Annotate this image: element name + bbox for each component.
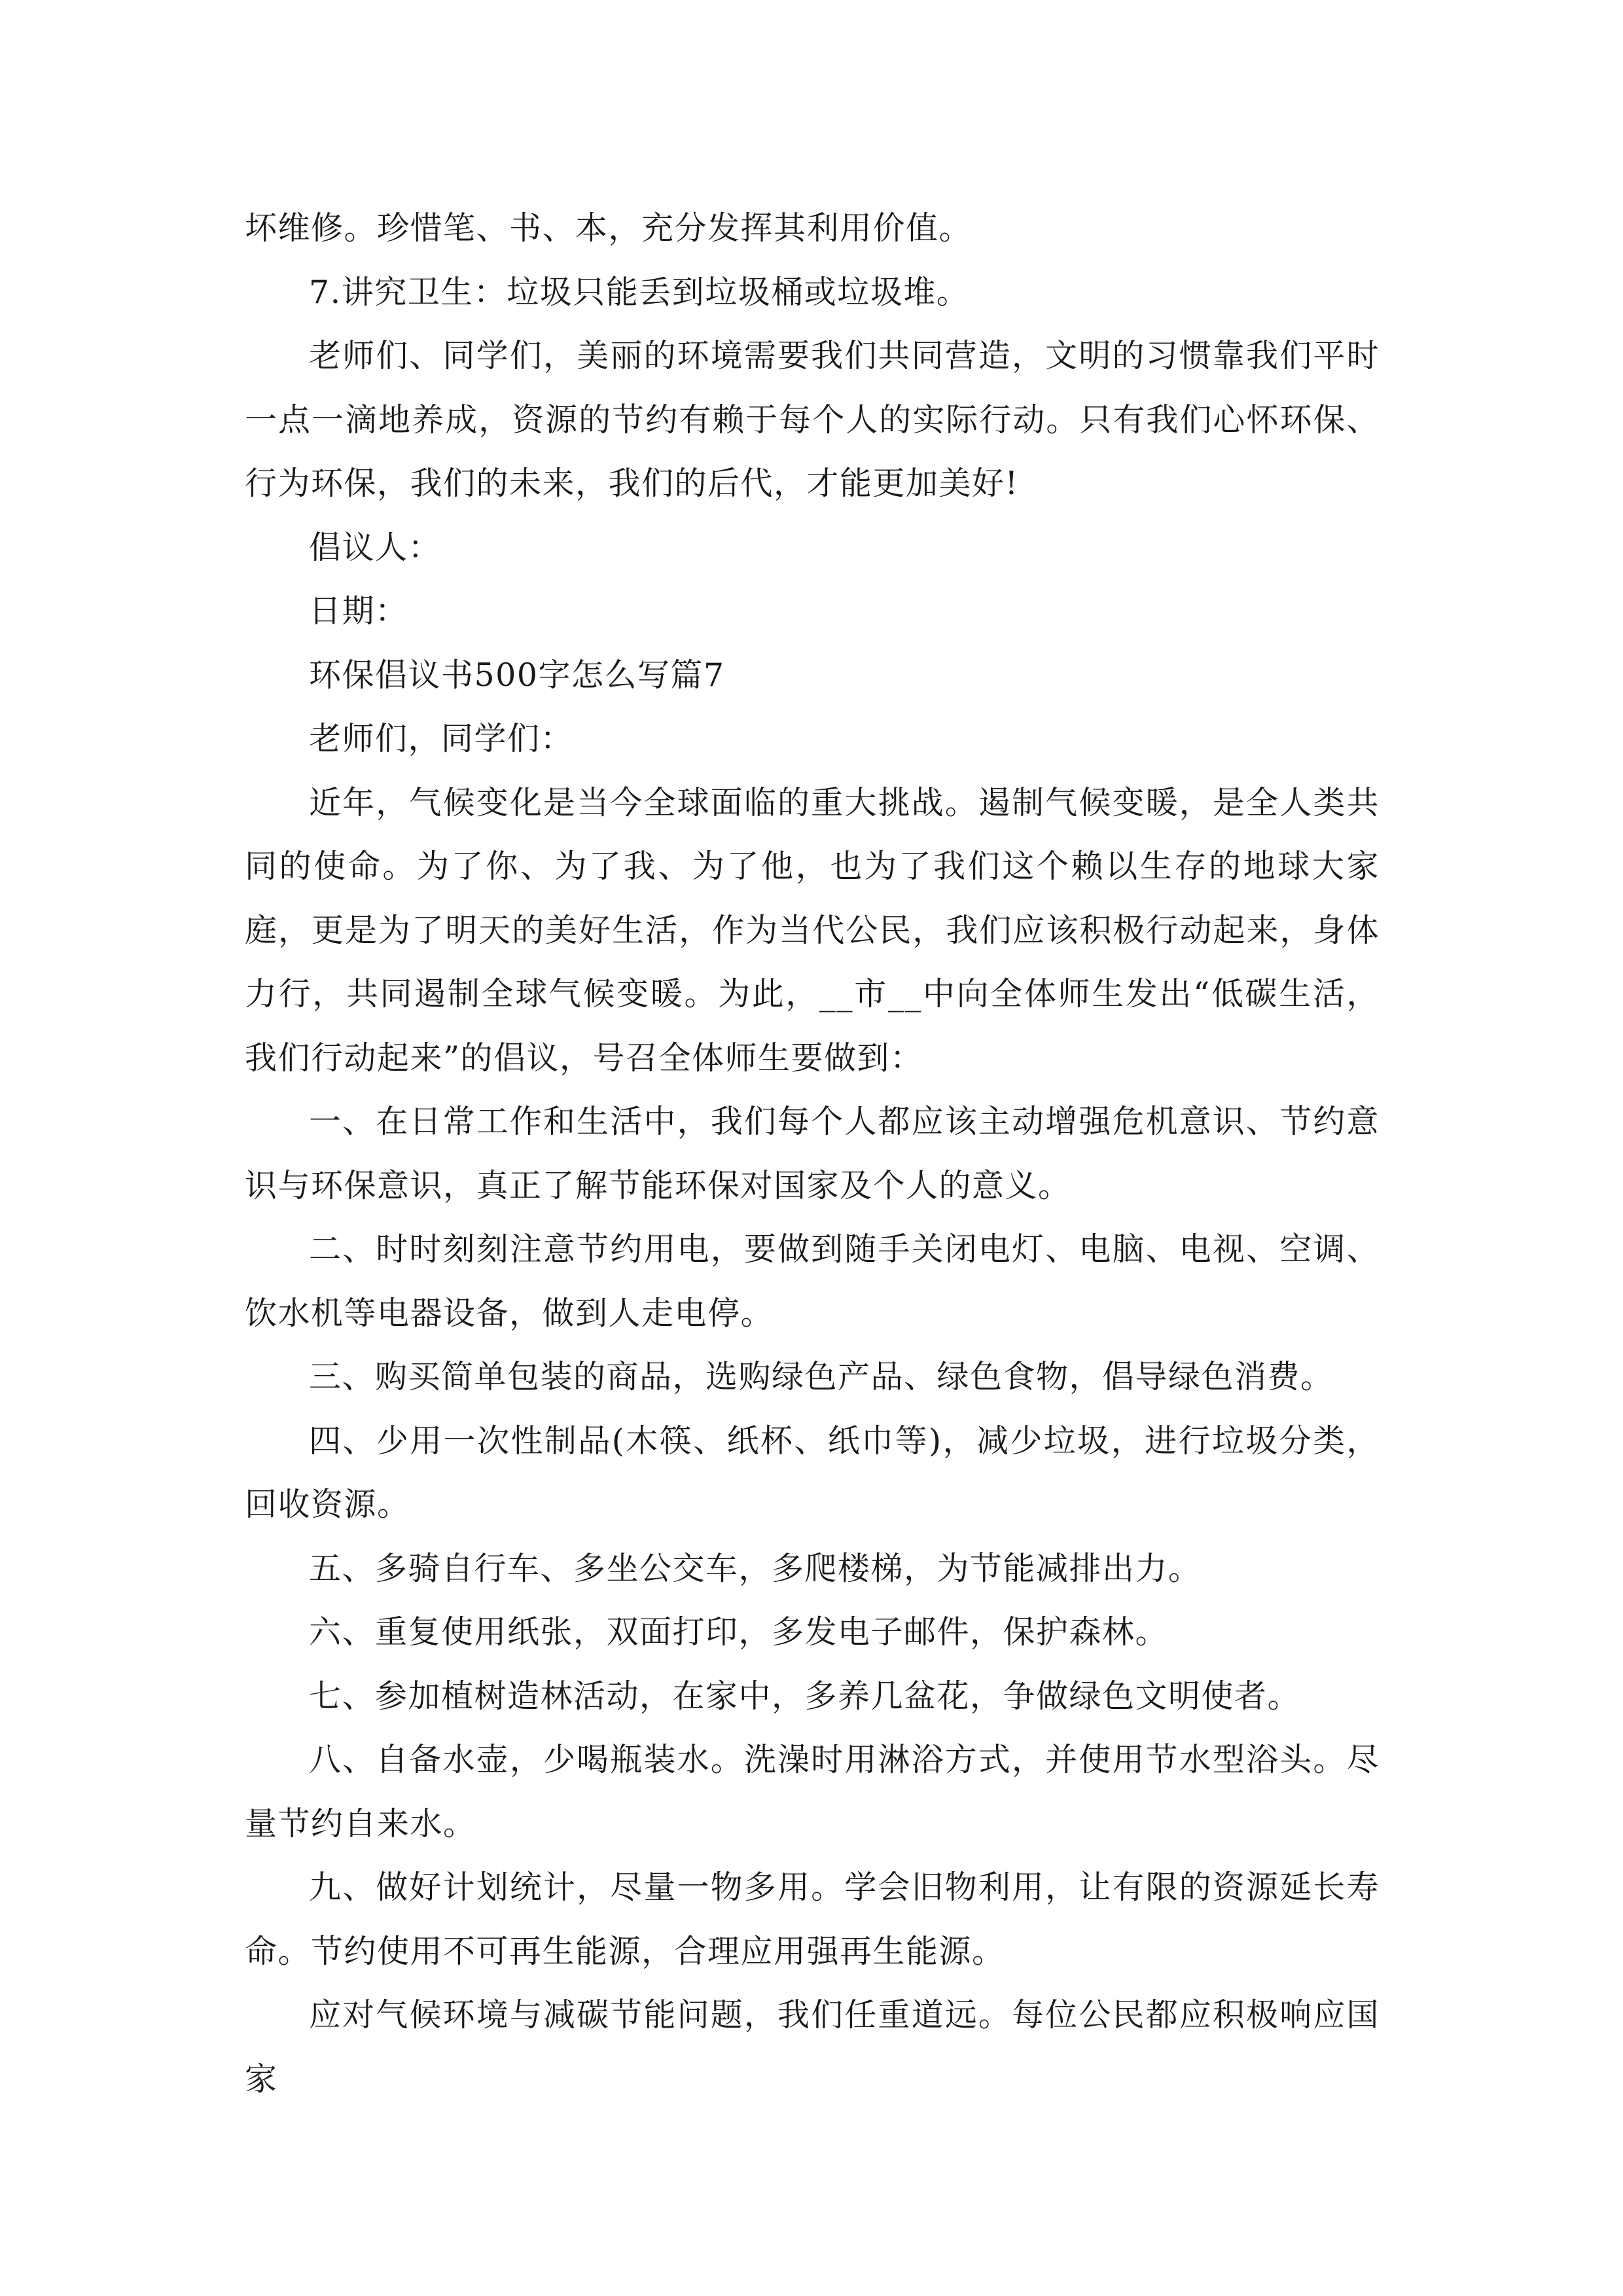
list-item-2: 二、时时刻刻注意节约用电，要做到随手关闭电灯、电脑、电视、空调、饮水机等电器设备，做到人走电停。 bbox=[245, 1230, 1380, 1332]
list-item-1: 一、在日常工作和生活中，我们每个人都应该主动增强危机意识、节约意识与环保意识，真正了解节能环保对国家及个人的意义。 bbox=[245, 1103, 1380, 1204]
list-item-7: 七、参加植树造林活动，在家中，多养几盆花，争做绿色文明使者。 bbox=[309, 1677, 1301, 1715]
paragraph-intro: 近年，气候变化是当今全球面临的重大挑战。遏制气候变暖，是全人类共同的使命。为了你、为了我、为了他，也为了我们这个赖以生存的地球大家庭，更是为了明天的美好生活，作为当代公民，我们应该积极行动起来，身体力行，共同遏制全球气候变暖。为此，__市__中向全体师生发出“低碳生活，我们行动起来”的倡议，号召全体师生要做到： bbox=[245, 783, 1380, 1077]
list-item-8: 八、自备水壶，少喝瓶装水。洗澡时用淋浴方式，并使用节水型浴头。尽量节约自来水。 bbox=[245, 1741, 1380, 1842]
list-item-5: 五、多骑自行车、多坐公交车，多爬楼梯，为节能减排出力。 bbox=[309, 1549, 1202, 1587]
paragraph-conclusion: 应对气候环境与减碳节能问题，我们任重道远。每位公民都应积极响应国家 bbox=[245, 1996, 1380, 2098]
list-item-4: 四、少用一次性制品(木筷、纸杯、纸巾等)，减少垃圾，进行垃圾分类，回收资源。 bbox=[245, 1422, 1380, 1523]
document-body bbox=[245, 196, 1380, 2111]
paragraph-continuation: 坏维修。珍惜笔、书、本，充分发挥其利用价值。 bbox=[245, 209, 972, 247]
list-item-3: 三、购买简单包装的商品，选购绿色产品、绿色食物，倡导绿色消费。 bbox=[309, 1358, 1334, 1395]
section-title: 环保倡议书500字怎么写篇7 bbox=[309, 656, 725, 694]
signature-proposer: 倡议人： bbox=[309, 528, 442, 566]
paragraph-item-7: 7.讲究卫生：垃圾只能丢到垃圾桶或垃圾堆。 bbox=[309, 273, 970, 311]
list-item-9: 九、做好计划统计，尽量一物多用。学会旧物利用，让有限的资源延长寿命。节约使用不可再生能源，合理应用强再生能源。 bbox=[245, 1869, 1380, 1970]
signature-date: 日期： bbox=[309, 592, 408, 630]
paragraph-closing-appeal: 老师们、同学们，美丽的环境需要我们共同营造，文明的习惯靠我们平时一点一滴地养成，资源的节约有赖于每个人的实际行动。只有我们心怀环保、行为环保，我们的未来，我们的后代，才能更加美好! bbox=[245, 337, 1380, 502]
salutation: 老师们，同学们： bbox=[309, 720, 574, 757]
list-item-6: 六、重复使用纸张，双面打印，多发电子邮件，保护森林。 bbox=[309, 1613, 1169, 1651]
